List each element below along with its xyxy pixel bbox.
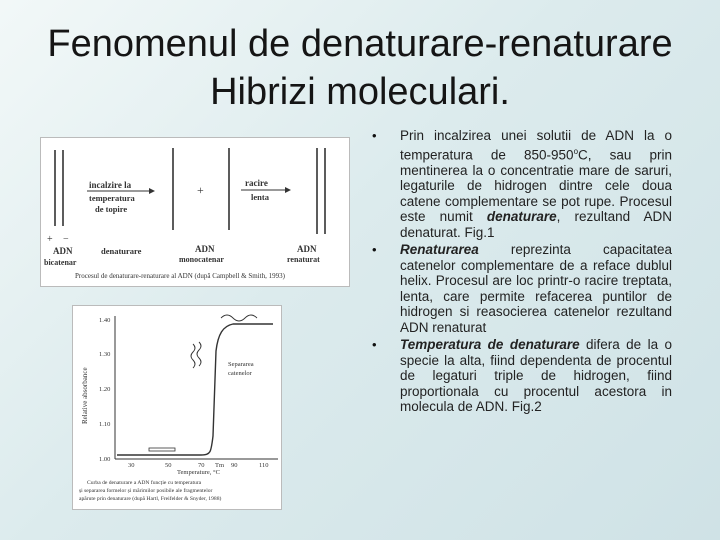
x-tick-label: 30 (128, 462, 135, 469)
separated-strands (191, 342, 201, 368)
term-temperatura: Temperatura de denaturare (400, 337, 580, 352)
figure-denaturation-diagram (40, 137, 350, 287)
figure2-caption-line: Curba de denaturare a ADN funcție cu temperatura (87, 480, 202, 486)
y-tick-label: 1.30 (99, 351, 111, 358)
plus-sign: + (47, 234, 53, 245)
bullet-dot-icon: • (372, 242, 377, 257)
term-denaturare: denaturare (486, 209, 557, 224)
annotation-catenelor: catenelor (228, 370, 252, 377)
label-monocatenar: monocatenar (179, 255, 224, 264)
bullet-text: Renaturarea reprezinta capacitatea catenelor complementare de a reface dublul helix. Procesul are loc printr-o racire treptata, lenta, care permite refacerea puntilor de hidrogen si reasocierea catenelor rezultand ADN renaturat (400, 242, 672, 335)
x-tick-label: Tm (215, 462, 225, 469)
bullet-text: Temperatura de denaturare difera de la o specie la alta, fiind dependenta de procentul de legaturi triple de hidrogen, fiind proportionala cu procentul acestora in molecula de ADN. Fig.2 (400, 337, 672, 414)
heating-arrowhead (149, 188, 155, 194)
bullet-item (372, 337, 672, 415)
melting-curve (117, 324, 273, 455)
minus-sign: − (63, 234, 69, 245)
x-axis-label: Temperature, °C (177, 469, 220, 476)
top-strands (221, 315, 257, 321)
bullet-text: Prin incalzirea unei solutii de ADN la o temperatura de 850-950$^o$C, sau prin mentinerea la o concentratie mare de saruri, legaturile de hidrogen dintre cele doua catene complementare se pot rupe. Procesul este numit denaturare, rezultand ADN denaturat. Fig.1 (400, 128, 673, 240)
figure-melting-curve (72, 305, 282, 510)
bullet-dot-icon: • (372, 337, 377, 352)
slide-title: Fenomenul de denaturare-renaturare Hibrizi moleculari. (47, 23, 673, 113)
bullet-list (372, 128, 672, 417)
bullet-dot-icon: • (372, 128, 377, 143)
annotation-separarea: Separarea (228, 361, 254, 368)
label-adn-left: ADN (53, 246, 73, 256)
label-denaturare: denaturare (101, 246, 142, 256)
term-renaturarea: Renaturarea (400, 242, 479, 257)
x-tick-label: 90 (231, 462, 238, 469)
label-bicatenar: bicatenar (44, 258, 77, 267)
label-heating: incalzire la (89, 180, 132, 190)
plus-sign: + (197, 183, 204, 197)
figure2-caption-line: și separarea formelor și mărimilor posibile ale fragmentelor (79, 488, 213, 494)
label-heating-temperature: temperatura (89, 193, 135, 203)
bullet-item (372, 242, 672, 335)
label-renaturat: renaturat (287, 255, 320, 264)
double-strand-marker (149, 448, 175, 451)
x-tick-label: 70 (198, 462, 205, 469)
label-cooling: racire (245, 178, 268, 188)
x-tick-label: 50 (165, 462, 172, 469)
label-heating-topire: de topire (95, 204, 128, 214)
y-tick-label: 1.00 (99, 456, 111, 463)
y-tick-label: 1.40 (99, 317, 111, 324)
label-cooling-lenta: lenta (251, 192, 269, 202)
y-tick-label: 1.10 (99, 421, 111, 428)
y-tick-label: 1.20 (99, 386, 111, 393)
cooling-arrowhead (285, 187, 291, 193)
label-adn-mid: ADN (195, 244, 215, 254)
figure1-caption: Procesul de denaturare-renaturare al ADN (după Campbell & Smith, 1993) (75, 272, 285, 280)
y-axis-label: Relative absorbance (81, 367, 89, 424)
bullet-item (372, 128, 672, 240)
label-adn-right: ADN (297, 244, 317, 254)
x-tick-label: 110 (259, 462, 269, 469)
figure2-caption-line: apărute prin denaturare (după Hartl, Freifelder & Snyder, 1988) (79, 496, 222, 502)
